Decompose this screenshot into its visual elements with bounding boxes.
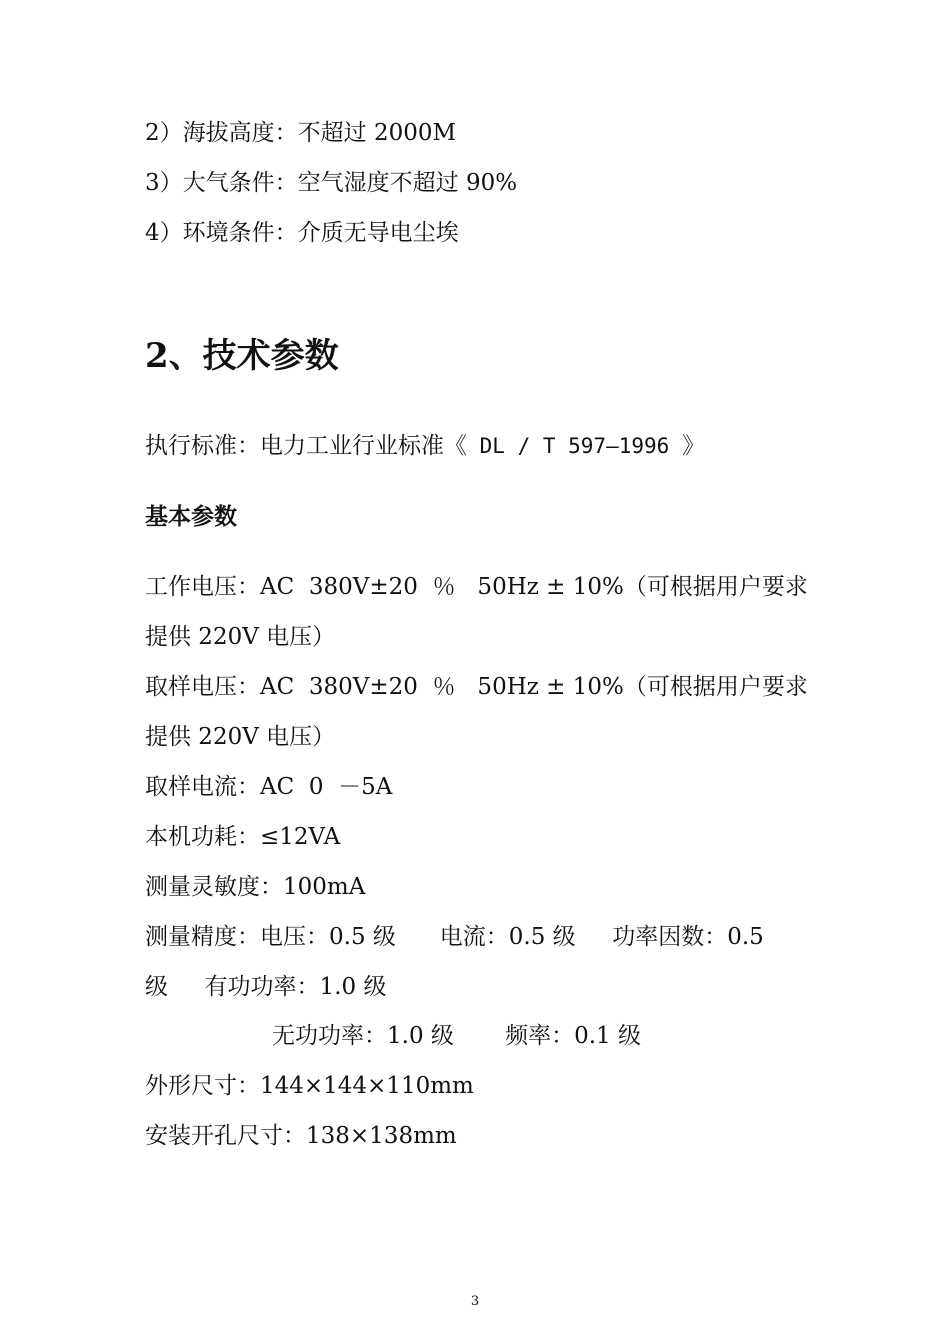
param-line: 测量精度：电压：0.5 级 电流：0.5 级 功率因数：0.5	[145, 924, 764, 950]
param-line: 外形尺寸：144×144×110mm	[145, 1073, 474, 1099]
basic-params-title: 基本参数	[145, 504, 237, 530]
standard-suffix: 》	[681, 433, 705, 459]
standard-line	[145, 431, 705, 461]
env-atmosphere: 3）大气条件：空气湿度不超过 90%	[145, 170, 518, 196]
param-line: 无功功率：1.0 级 频率：0.1 级	[272, 1023, 641, 1049]
param-line: 工作电压：AC 380V±20 ％ 50Hz ± 10%（可根据用户要求	[145, 574, 808, 600]
param-line: 测量灵敏度：100mA	[145, 874, 366, 900]
param-line: 提供 220V 电压）	[145, 624, 336, 650]
standard-code: DL / T 597—1996	[467, 434, 682, 458]
section-heading: 2、技术参数	[145, 336, 339, 376]
param-line: 安装开孔尺寸：138×138mm	[145, 1123, 457, 1149]
param-line: 取样电压：AC 380V±20 ％ 50Hz ± 10%（可根据用户要求	[145, 674, 808, 700]
page-number: 3	[470, 1294, 480, 1309]
param-line: 提供 220V 电压）	[145, 724, 336, 750]
standard-prefix: 执行标准：电力工业行业标准《	[145, 433, 467, 459]
env-altitude: 2）海拔高度：不超过 2000M	[145, 120, 457, 146]
env-environment: 4）环境条件：介质无导电尘埃	[145, 220, 459, 246]
param-line: 取样电流：AC 0 －5A	[145, 774, 393, 800]
param-line: 级 有功功率：1.0 级	[145, 974, 387, 1000]
param-line: 本机功耗：≤12VA	[145, 824, 341, 850]
